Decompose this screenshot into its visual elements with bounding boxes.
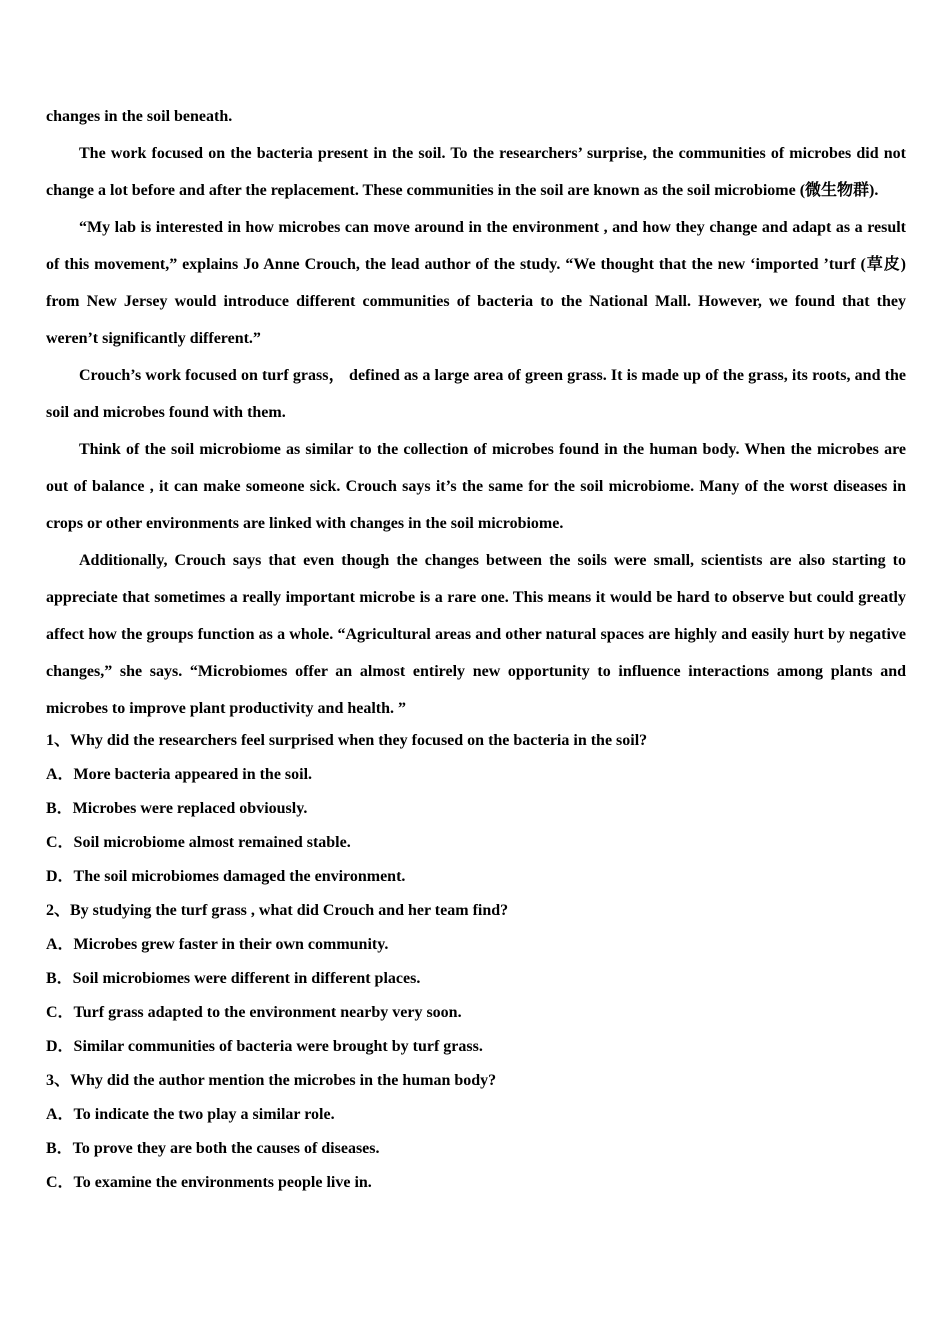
question-2-option-a: A．Microbes grew faster in their own community. [46, 936, 389, 953]
question-1-stem: 1、Why did the researchers feel surprised when they focused on the bacteria in the soil? [46, 732, 648, 749]
passage-paragraph-3: Crouch’s work focused on turf grass， defined as a large area of green grass. It is made up of the grass, its roots, and the soil and microbes found with them. [46, 367, 906, 421]
passage-paragraph-4: Think of the soil microbiome as similar to the collection of microbes found in the human body. When the microbes are out of balance , it can make someone sick. Crouch says it’s the same for the soil microbiome. Many of the worst diseases in crops or other environments are linked with changes in the soil microbiome. [46, 441, 906, 532]
question-3-stem: 3、Why did the author mention the microbes in the human body? [46, 1072, 497, 1089]
question-1-option-a: A．More bacteria appeared in the soil. [46, 766, 313, 783]
question-2-option-d: D．Similar communities of bacteria were brought by turf grass. [46, 1038, 483, 1055]
passage-paragraph-0: changes in the soil beneath. [46, 108, 233, 125]
question-2-stem: 2、By studying the turf grass , what did Crouch and her team find? [46, 902, 509, 919]
question-3-option-c: C．To examine the environments people live in. [46, 1174, 372, 1191]
question-3-option-a: A．To indicate the two play a similar role. [46, 1106, 335, 1123]
question-2-option-b: B．Soil microbiomes were different in different places. [46, 970, 421, 987]
question-1-option-d: D．The soil microbiomes damaged the environment. [46, 868, 406, 885]
passage-paragraph-5: Additionally, Crouch says that even though the changes between the soils were small, scientists are also starting to appreciate that sometimes a really important microbe is a rare one. This means it would be hard to observe but could greatly affect how the groups function as a whole. “Agricultural areas and other natural spaces are highly and easily hurt by negative changes,” she says. “Microbiomes offer an almost entirely new opportunity to influence interactions among plants and microbes to improve plant productivity and health. ” [46, 552, 906, 717]
passage-paragraph-2: “My lab is interested in how microbes can move around in the environment , and how they change and adapt as a result of this movement,” explains Jo Anne Crouch, the lead author of the study. “We thought that the new ‘imported ’turf (草皮) from New Jersey would introduce different communities of bacteria to the National Mall. However, we found that they weren’t significantly different.” [46, 219, 906, 347]
question-2-option-c: C．Turf grass adapted to the environment nearby very soon. [46, 1004, 462, 1021]
question-1-option-b: B．Microbes were replaced obviously. [46, 800, 308, 817]
question-3-option-b: B．To prove they are both the causes of diseases. [46, 1140, 380, 1157]
document-page [46, 98, 906, 1200]
question-1-option-c: C．Soil microbiome almost remained stable. [46, 834, 351, 851]
passage-paragraph-1: The work focused on the bacteria present in the soil. To the researchers’ surprise, the communities of microbes did not change a lot before and after the replacement. These communities in the soil are known as the soil microbiome (微生物群). [46, 145, 906, 199]
